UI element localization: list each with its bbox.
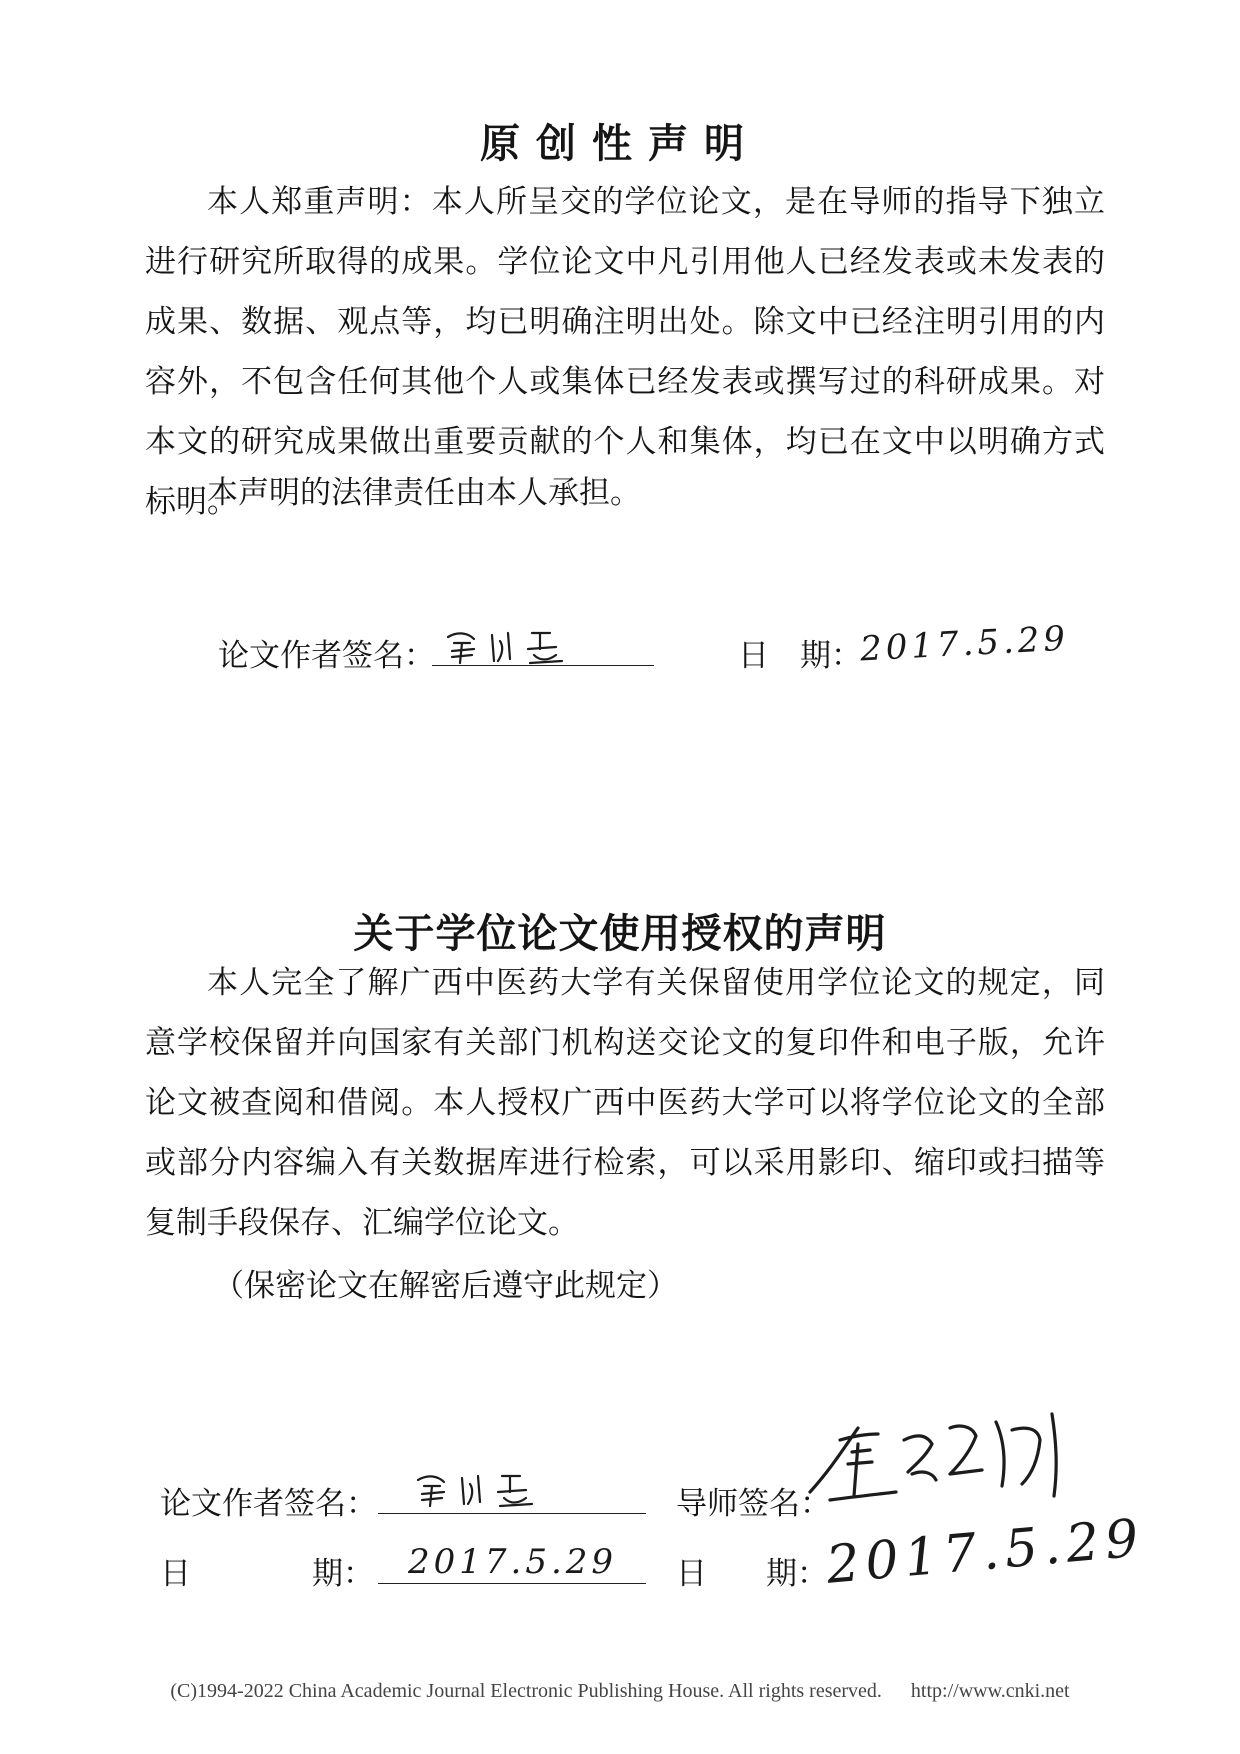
authorization-title: 关于学位论文使用授权的声明 — [353, 911, 887, 957]
footer-url: http://www.cnki.net — [910, 1680, 1070, 1702]
date-label-right-1: 日 — [676, 1556, 707, 1592]
authorization-paragraph: 本人完全了解广西中医药大学有关保留使用学位论文的规定，同意学校保留并向国家有关部门机构送交论文的复印件和电子版，允许论文被查阅和借阅。本人授权广西中医药大学可以将学位论文的全部或部分内容编入有关数据库进行检索，可以采用影印、缩印或扫描等复制手段保存、汇编学位论文。 — [145, 965, 1105, 1241]
confidential-note: （保密论文在解密后遵守此规定） — [213, 1268, 678, 1304]
author-handwritten-signature-2 — [410, 1468, 560, 1513]
footer — [0, 1680, 1240, 1703]
date-label-left-1: 日 — [160, 1556, 191, 1592]
originality-paragraph: 本人郑重声明：本人所呈交的学位论文，是在导师的指导下独立进行研究所取得的成果。学位论文中凡引用他人已经发表或未发表的成果、数据、观点等，均已明确注明出处。除文中已经注明引用的内容外，不包含任何其他个人或集体已经发表或撰写过的科研成果。对本文的研究成果做出重要贡献的个人和集体，均已在文中以明确方式标明。 — [145, 184, 1105, 520]
author-signature-label: 论文作者签名： — [218, 638, 435, 674]
handwritten-date-left: 2017.5.29 — [408, 1542, 618, 1582]
date-label-left-2: 期： — [312, 1556, 374, 1592]
liability-paragraph: 本声明的法律责任由本人承担。 — [207, 475, 641, 511]
author-signature-line-2 — [378, 1513, 646, 1514]
date-label: 日 期： — [738, 638, 862, 674]
originality-title: 原创性声明 — [480, 121, 760, 167]
copyright-text: (C)1994-2022 China Academic Journal Electronic Publishing House. All rights reserved. — [170, 1680, 882, 1702]
date-line-left — [378, 1583, 646, 1584]
handwritten-date: 2017.5.29 — [859, 618, 1070, 670]
author-handwritten-signature — [440, 625, 590, 670]
handwritten-date-right: 2017.5.29 — [823, 1508, 1147, 1596]
date-label-right-2: 期： — [766, 1556, 828, 1592]
author-signature-label-2: 论文作者签名： — [160, 1486, 377, 1522]
supervisor-signature-label: 导师签名： — [676, 1486, 831, 1522]
supervisor-handwritten-signature — [800, 1400, 1080, 1520]
